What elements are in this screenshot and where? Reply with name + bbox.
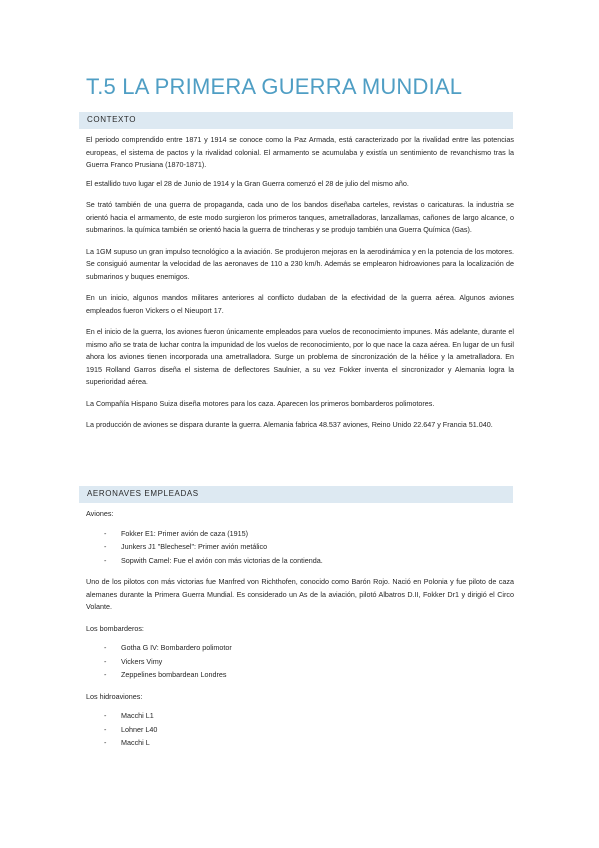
section-heading: AERONAVES EMPLEADAS bbox=[87, 489, 199, 498]
list-item: - Macchi L bbox=[86, 736, 514, 750]
dash-bullet: - bbox=[104, 724, 107, 734]
section-body-aeronaves bbox=[86, 508, 514, 750]
dash-bullet: - bbox=[104, 656, 107, 666]
list-item: - Sopwith Camel: Fue el avión con más victorias de la contienda. bbox=[86, 554, 514, 568]
list-item: - Macchi L1 bbox=[86, 709, 514, 723]
paragraph: Se trató también de una guerra de propaganda, cada uno de los bandos diseñaba carteles, revistas o caricaturas. la industria se orientó hacia el armamento, de este modo surgieron los primeros tanques, ametralladoras, lanzallamas, cañones de largo alcance, o submarinos. la química también se orientó hacia la guerra de trincheras y se produjo también una Guerra Química (Gas). bbox=[86, 200, 514, 234]
dash-bullet: - bbox=[104, 670, 107, 679]
bombarderos-list bbox=[86, 641, 514, 682]
paragraph: La Compañía Hispano Suiza diseña motores para los caza. Aparecen los primeros bombarderos polimotores. bbox=[86, 398, 435, 408]
list-item: - Zeppelines bombardean Londres bbox=[86, 668, 514, 682]
section-heading: CONTEXTO bbox=[87, 115, 137, 124]
list-item: - Junkers J1 "Blechesel": Primer avión metálico bbox=[86, 540, 514, 554]
section-body-contexto bbox=[86, 134, 514, 432]
dash-bullet: - bbox=[104, 643, 107, 652]
hidroaviones-list bbox=[86, 709, 514, 750]
list-item: - Fokker E1: Primer avión de caza (1915) bbox=[86, 527, 514, 541]
dash-bullet: - bbox=[104, 542, 107, 551]
dash-bullet: - bbox=[104, 738, 107, 747]
aviones-list bbox=[86, 527, 514, 568]
dash-bullet: - bbox=[104, 711, 107, 720]
dash-bullet: - bbox=[104, 555, 107, 565]
aviones-label: Aviones: bbox=[86, 509, 114, 518]
dash-bullet: - bbox=[104, 528, 107, 538]
list-item: - Gotha G IV: Bombardero polimotor bbox=[86, 641, 514, 655]
paragraph: La producción de aviones se dispara durante la guerra. Alemania fabrica 48.537 aviones, Reino Unido 22.647 y Francia 51.040. bbox=[86, 420, 493, 429]
paragraph: En el inicio de la guerra, los aviones fueron únicamente empleados para vuelos de reconocimiento impunes. Más adelante, durante el mismo año se trata de luchar contra la impunidad de los vuelos de reconocimiento, por lo que nace la caza aérea. En lugar de un fusil ahora los aviones tienen incorporada una ametralladora. Surge un problema de sincronización de la hélice y la ametralladora. En 1915 Rolland Garros diseña el sistema de deflectores Saulnier, a su vez Fokker inventa el sincronizador y Alemania logra la superioridad aérea. bbox=[86, 327, 514, 386]
list-item: - Vickers Vimy bbox=[86, 655, 514, 669]
section-header-aeronaves bbox=[79, 486, 513, 503]
paragraph: La 1GM supuso un gran impulso tecnológico a la aviación. Se produjeron mejoras en la aerodinámica y en la potencia de los motores. Se consiguió aumentar la velocidad de las aeronaves de 110 a 230 km/h. Además se emplearon hidroaviones para la localización de submarinos y buques enemigos. bbox=[86, 246, 514, 281]
paragraph: El estallido tuvo lugar el 28 de Junio de 1914 y la Gran Guerra comenzó el 28 de julio del mismo año. bbox=[86, 178, 409, 188]
bombarderos-label: Los bombarderos: bbox=[86, 623, 144, 633]
paragraph: El periodo comprendido entre 1871 y 1914 se conoce como la Paz Armada, está caracterizado por la rivalidad entre las potencias europeas, el sistema de pactos y la rivalidad colonial. El armamento se acumulaba y existía un sentimiento de revanchismo tras la Guerra Franco Prusiana (1870-1871). bbox=[86, 135, 514, 169]
paragraph: Uno de los pilotos con más victorias fue Manfred von Richthofen, conocido como Barón Rojo. Nació en Polonia y fue piloto de caza alemanes durante la Primera Guerra Mundial. Es considerado un As de la aviación, pilotó Albatros D.II, Fokker Dr1 y dirigió el Circo Volante. bbox=[86, 577, 514, 611]
list-item: - Lohner L40 bbox=[86, 723, 514, 737]
paragraph: En un inicio, algunos mandos militares anteriores al conflicto dudaban de la efectividad de la guerra aérea. Algunos aviones empleados fueron Vickers o el Nieuport 17. bbox=[86, 293, 514, 315]
section-header-contexto bbox=[79, 112, 513, 129]
hidroaviones-label: Los hidroaviones: bbox=[86, 691, 143, 701]
page-title: T.5 LA PRIMERA GUERRA MUNDIAL bbox=[86, 74, 463, 99]
